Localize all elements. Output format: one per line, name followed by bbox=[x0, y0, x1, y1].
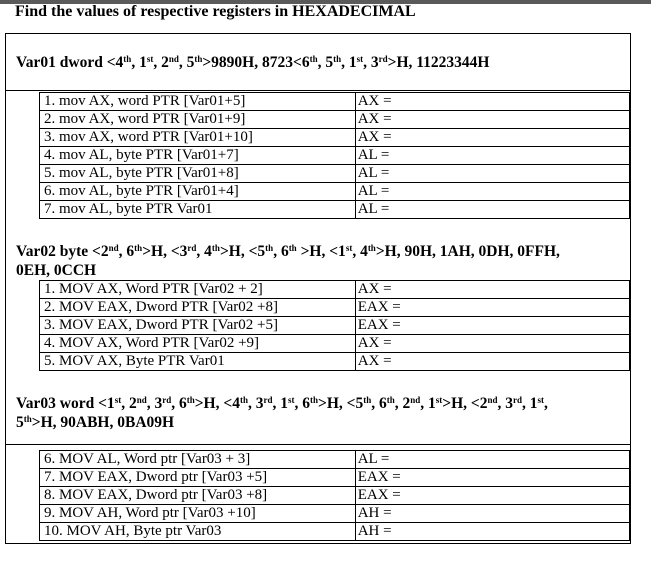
title-text: 5 bbox=[16, 414, 24, 431]
section-divider bbox=[6, 90, 630, 91]
title-text: , 2 bbox=[121, 395, 137, 412]
register-answer-cell: AL = bbox=[355, 183, 629, 201]
ordinal-suffix: rd bbox=[513, 395, 523, 405]
register-answer-cell: AH = bbox=[355, 523, 629, 541]
register-answer-cell: AL = bbox=[355, 451, 629, 469]
var02-definition-line1 bbox=[16, 242, 560, 261]
instruction-cell: 6. mov AL, byte PTR [Var01+4] bbox=[40, 183, 356, 201]
ordinal-suffix: th bbox=[288, 243, 297, 253]
register-answer-cell: EAX = bbox=[355, 317, 629, 335]
title-text: , 1 bbox=[341, 54, 357, 71]
ordinal-suffix: st bbox=[435, 395, 443, 405]
instruction-cell: 7. MOV EAX, Dword ptr [Var03 +5] bbox=[40, 469, 356, 487]
table-row bbox=[40, 469, 630, 487]
ordinal-suffix: th bbox=[333, 54, 342, 64]
var01-definition-line1 bbox=[16, 53, 489, 72]
title-text: >H, 90H, 1AH, 0DH, 0FFH, bbox=[375, 243, 560, 260]
title-text: >H, <3 bbox=[142, 243, 188, 260]
title-text: , bbox=[544, 395, 548, 412]
var03-question-table bbox=[39, 450, 630, 541]
instruction-cell: 5. MOV AX, Byte PTR Var01 bbox=[40, 353, 356, 371]
title-text: >H, <5 bbox=[317, 395, 364, 412]
table-row bbox=[40, 523, 630, 541]
register-answer-cell: AX = bbox=[355, 335, 629, 353]
table-row bbox=[40, 487, 630, 505]
ordinal-suffix: rd bbox=[263, 395, 273, 405]
title-text: >H, <2 bbox=[442, 395, 488, 412]
instruction-cell: 9. MOV AH, Word ptr [Var03 +10] bbox=[40, 505, 356, 523]
instruction-cell: 1. MOV AX, Word PTR [Var02 + 2] bbox=[40, 281, 356, 299]
title-text: >H, <5 bbox=[219, 243, 266, 260]
title-text: , 1 bbox=[272, 395, 288, 412]
table-row bbox=[40, 317, 630, 335]
title-text: , 6 bbox=[371, 395, 387, 412]
table-row bbox=[40, 335, 630, 353]
title-text: , 3 bbox=[363, 54, 379, 71]
ordinal-suffix: th bbox=[123, 54, 132, 64]
var02-definition-line2 bbox=[16, 261, 560, 280]
ordinal-suffix: rd bbox=[378, 54, 388, 64]
ordinal-suffix: th bbox=[134, 243, 143, 253]
table-row bbox=[40, 281, 630, 299]
ordinal-suffix: th bbox=[309, 54, 318, 64]
ordinal-suffix: st bbox=[356, 54, 364, 64]
title-text: 0EH, 0CCH bbox=[16, 262, 97, 279]
ordinal-suffix: nd bbox=[108, 243, 119, 253]
var03-definition bbox=[16, 394, 548, 432]
title-text: >H, <4 bbox=[194, 395, 240, 412]
var02-question-table bbox=[39, 280, 630, 371]
title-text: Var01 dword <4 bbox=[16, 54, 124, 71]
var01-definition bbox=[16, 53, 489, 72]
title-text: >9890H, 8723<6 bbox=[202, 54, 310, 71]
title-text: , 6 bbox=[273, 243, 289, 260]
ordinal-suffix: rd bbox=[187, 243, 197, 253]
table-row bbox=[40, 451, 630, 469]
title-text: , 6 bbox=[294, 395, 310, 412]
title-text: , 6 bbox=[171, 395, 187, 412]
title-text: >H, 11223344H bbox=[387, 54, 490, 71]
table-row bbox=[40, 93, 630, 111]
table-row bbox=[40, 129, 630, 147]
table-row bbox=[40, 505, 630, 523]
table-row bbox=[40, 147, 630, 165]
instruction-cell: 4. mov AL, byte PTR [Var01+7] bbox=[40, 147, 356, 165]
instruction-cell: 2. MOV EAX, Dword PTR [Var02 +8] bbox=[40, 299, 356, 317]
ordinal-suffix: st bbox=[345, 243, 353, 253]
register-answer-cell: AL = bbox=[355, 165, 629, 183]
ordinal-suffix: th bbox=[386, 395, 395, 405]
table-row bbox=[40, 201, 630, 219]
register-answer-cell: AX = bbox=[355, 129, 629, 147]
register-answer-cell: AX = bbox=[355, 111, 629, 129]
title-text: , 2 bbox=[153, 54, 169, 71]
ordinal-suffix: th bbox=[194, 54, 203, 64]
exercise-box bbox=[5, 33, 631, 544]
title-text: , 3 bbox=[247, 395, 264, 412]
title-text: , 2 bbox=[394, 395, 411, 412]
title-text: , 3 bbox=[497, 395, 514, 412]
register-answer-cell: AH = bbox=[355, 505, 629, 523]
ordinal-suffix: nd bbox=[168, 54, 179, 64]
title-text: , 1 bbox=[522, 395, 538, 412]
register-answer-cell: EAX = bbox=[355, 469, 629, 487]
title-text: , 5 bbox=[317, 54, 334, 71]
table-row bbox=[40, 165, 630, 183]
register-answer-cell: EAX = bbox=[355, 299, 629, 317]
register-answer-cell: AX = bbox=[355, 93, 629, 111]
ordinal-suffix: st bbox=[146, 54, 154, 64]
instruction-cell: 5. mov AL, byte PTR [Var01+8] bbox=[40, 165, 356, 183]
ordinal-suffix: th bbox=[265, 243, 274, 253]
title-text: , 4 bbox=[352, 243, 368, 260]
instruction-cell: 7. mov AL, byte PTR Var01 bbox=[40, 201, 356, 219]
title-text: Var02 byte <2 bbox=[16, 243, 109, 260]
ordinal-suffix: st bbox=[287, 395, 295, 405]
title-text: , 5 bbox=[178, 54, 195, 71]
table-row bbox=[40, 111, 630, 129]
register-answer-cell: AX = bbox=[355, 353, 629, 371]
section-divider bbox=[6, 444, 630, 445]
ordinal-suffix: th bbox=[239, 395, 248, 405]
instruction-cell: 3. mov AX, word PTR [Var01+10] bbox=[40, 129, 356, 147]
var03-definition-line1 bbox=[16, 394, 548, 413]
register-answer-cell: EAX = bbox=[355, 487, 629, 505]
title-text: , 6 bbox=[118, 243, 135, 260]
instruction-cell: 6. MOV AL, Word ptr [Var03 + 3] bbox=[40, 451, 356, 469]
instruction-cell: 8. MOV EAX, Dword ptr [Var03 +8] bbox=[40, 487, 356, 505]
ordinal-suffix: st bbox=[537, 395, 545, 405]
instruction-cell: 1. mov AX, word PTR [Var01+5] bbox=[40, 93, 356, 111]
ordinal-suffix: th bbox=[309, 395, 318, 405]
page-heading: Find the values of respective registers in HEXADECIMAL bbox=[15, 3, 416, 20]
register-answer-cell: AX = bbox=[355, 281, 629, 299]
table-row bbox=[40, 353, 630, 371]
instruction-cell: 4. MOV AX, Word PTR [Var02 +9] bbox=[40, 335, 356, 353]
ordinal-suffix: nd bbox=[487, 395, 498, 405]
var02-definition bbox=[16, 242, 560, 280]
ordinal-suffix: st bbox=[114, 395, 122, 405]
table-row bbox=[40, 183, 630, 201]
title-text: , 3 bbox=[146, 395, 163, 412]
ordinal-suffix: th bbox=[186, 395, 195, 405]
title-text: , 4 bbox=[196, 243, 212, 260]
ordinal-suffix: rd bbox=[162, 395, 172, 405]
title-text: Var03 word <1 bbox=[16, 395, 115, 412]
var03-definition-line2 bbox=[16, 413, 548, 432]
instruction-cell: 10. MOV AH, Byte ptr Var03 bbox=[40, 523, 356, 541]
instruction-cell: 3. MOV EAX, Dword PTR [Var02 +5] bbox=[40, 317, 356, 335]
ordinal-suffix: th bbox=[363, 395, 372, 405]
ordinal-suffix: nd bbox=[410, 395, 421, 405]
ordinal-suffix: th bbox=[367, 243, 376, 253]
title-text: >H, <1 bbox=[296, 243, 346, 260]
var01-question-table bbox=[39, 92, 630, 219]
register-answer-cell: AL = bbox=[355, 147, 629, 165]
ordinal-suffix: th bbox=[23, 414, 32, 424]
title-text: >H, 90ABH, 0BA09H bbox=[31, 414, 175, 431]
instruction-cell: 2. mov AX, word PTR [Var01+9] bbox=[40, 111, 356, 129]
title-text: , 1 bbox=[420, 395, 436, 412]
table-row bbox=[40, 299, 630, 317]
title-text: , 1 bbox=[131, 54, 147, 71]
register-answer-cell: AL = bbox=[355, 201, 629, 219]
ordinal-suffix: nd bbox=[136, 395, 147, 405]
ordinal-suffix: th bbox=[211, 243, 220, 253]
